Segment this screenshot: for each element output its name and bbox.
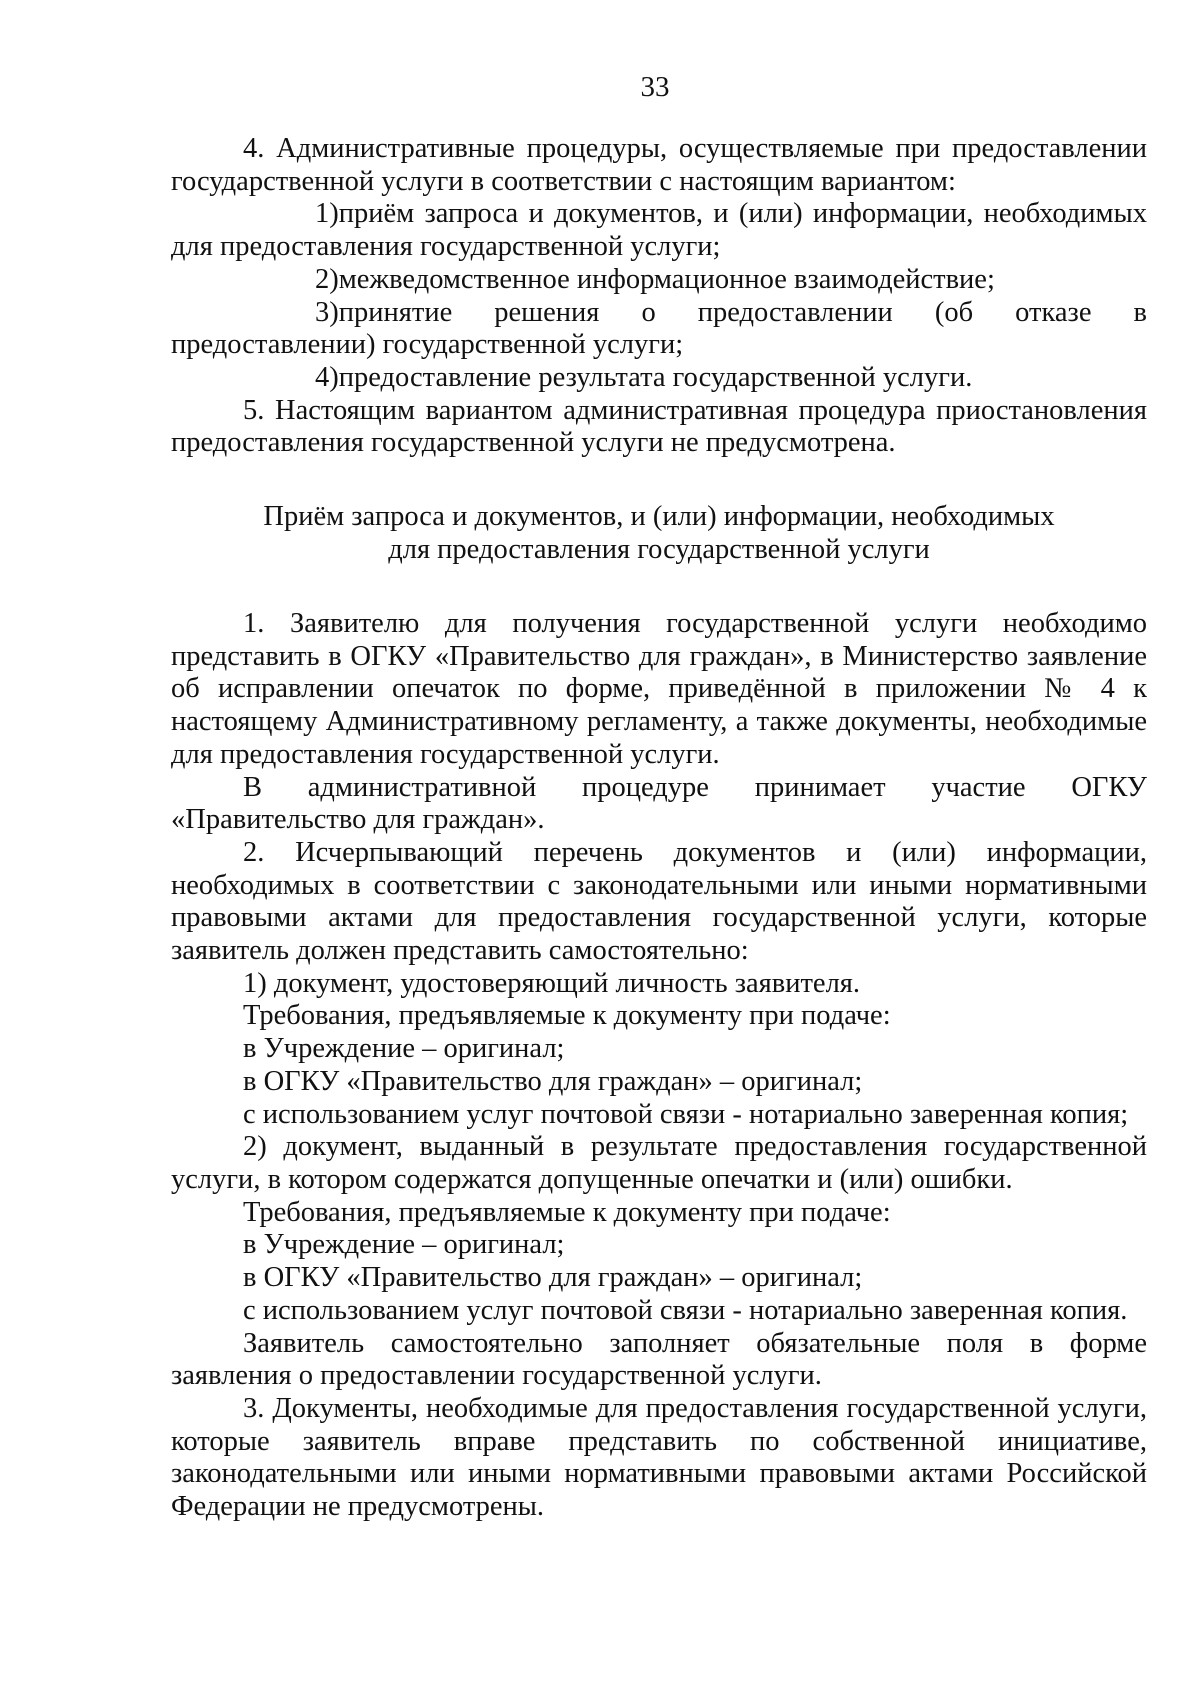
section4-intro: 4. Административные процедуры, осуществляемые при предоставлении государственной услуги в соответствии с настоящим вариантом: <box>171 133 1147 197</box>
requirement-postal-2: с использованием услуг почтовой связи - нотариально заверенная копия. <box>243 1294 1128 1326</box>
requirements-heading-1: Требования, предъявляемые к документу при подаче: <box>243 1000 891 1032</box>
list-item-2 <box>171 264 1147 297</box>
list-item-3 <box>171 297 1147 362</box>
section-heading-line-1: Приём запроса и документов, и (или) информации, необходимых <box>263 501 1055 533</box>
document-item-2: 2) документ, выданный в результате предоставления государственной услуги, в котором содержатся допущенные опечатки и (или) ошибки. <box>171 1131 1147 1195</box>
list-item-number: 2) <box>315 263 339 295</box>
list-item-number: 1) <box>315 198 339 230</box>
list-item-text: межведомственное информационное взаимодействие; <box>338 263 995 295</box>
list-item-1 <box>171 198 1147 263</box>
requirement-ogku-1: в ОГКУ «Правительство для граждан» – оригинал; <box>243 1065 863 1097</box>
list-item-text: предоставление результата государственной услуги. <box>338 361 973 393</box>
list-item-4 <box>171 362 1147 395</box>
paragraph-3: 3. Документы, необходимые для предоставления государственной услуги, которые заявитель вправе представить по собственной инициативе, законодательными или иными нормативными правовыми актами Российской Федерации не предусмотрены. <box>171 1392 1147 1523</box>
list-item-number: 3) <box>315 296 339 328</box>
page-number: 33 <box>640 71 670 103</box>
requirements-heading-2: Требования, предъявляемые к документу при подаче: <box>243 1196 891 1228</box>
point-5: 5. Настоящим вариантом административная процедура приостановления предоставления государственной услуги не предусмотрена. <box>171 394 1147 459</box>
section-heading-line-2: для предоставления государственной услуги <box>388 534 930 566</box>
list-item-text: приём запроса и документов, и (или) информации, необходимых для предоставления государственной услуги; <box>171 198 1147 263</box>
list-item-text: принятие решения о предоставлении (об отказе в предоставлении) государственной услуги; <box>171 296 1147 361</box>
requirement-institution-2: в Учреждение – оригинал; <box>243 1229 565 1261</box>
requirement-ogku-2: в ОГКУ «Правительство для граждан» – оригинал; <box>243 1262 863 1294</box>
paragraph-participation: В административной процедуре принимает участие ОГКУ «Правительство для граждан». <box>171 771 1147 836</box>
section-heading <box>171 500 1147 566</box>
document-item-1: 1) документ, удостоверяющий личность заявителя. <box>243 967 861 999</box>
paragraph-1: 1. Заявителю для получения государственной услуги необходимо представить в ОГКУ «Правительство для граждан», в Министерство заявление об исправлении опечаток по форме, приведённой в приложении № 4 к настоящему Административному регламенту, а также документы, необходимые для предоставления государственной услуги. <box>171 608 1147 770</box>
requirement-institution-1: в Учреждение – оригинал; <box>243 1033 565 1065</box>
requirement-postal-1: с использованием услуг почтовой связи - нотариально заверенная копия; <box>243 1098 1129 1130</box>
paragraph-applicant-fills: Заявитель самостоятельно заполняет обязательные поля в форме заявления о предоставлении государственной услуги. <box>171 1327 1147 1392</box>
document-body <box>171 133 1147 1524</box>
paragraph-2: 2. Исчерпывающий перечень документов и (или) информации, необходимых в соответствии с законодательными или иными нормативными правовыми актами для предоставления государственной услуги, которые заявитель должен представить самостоятельно: <box>171 836 1147 967</box>
list-item-number: 4) <box>315 361 339 393</box>
